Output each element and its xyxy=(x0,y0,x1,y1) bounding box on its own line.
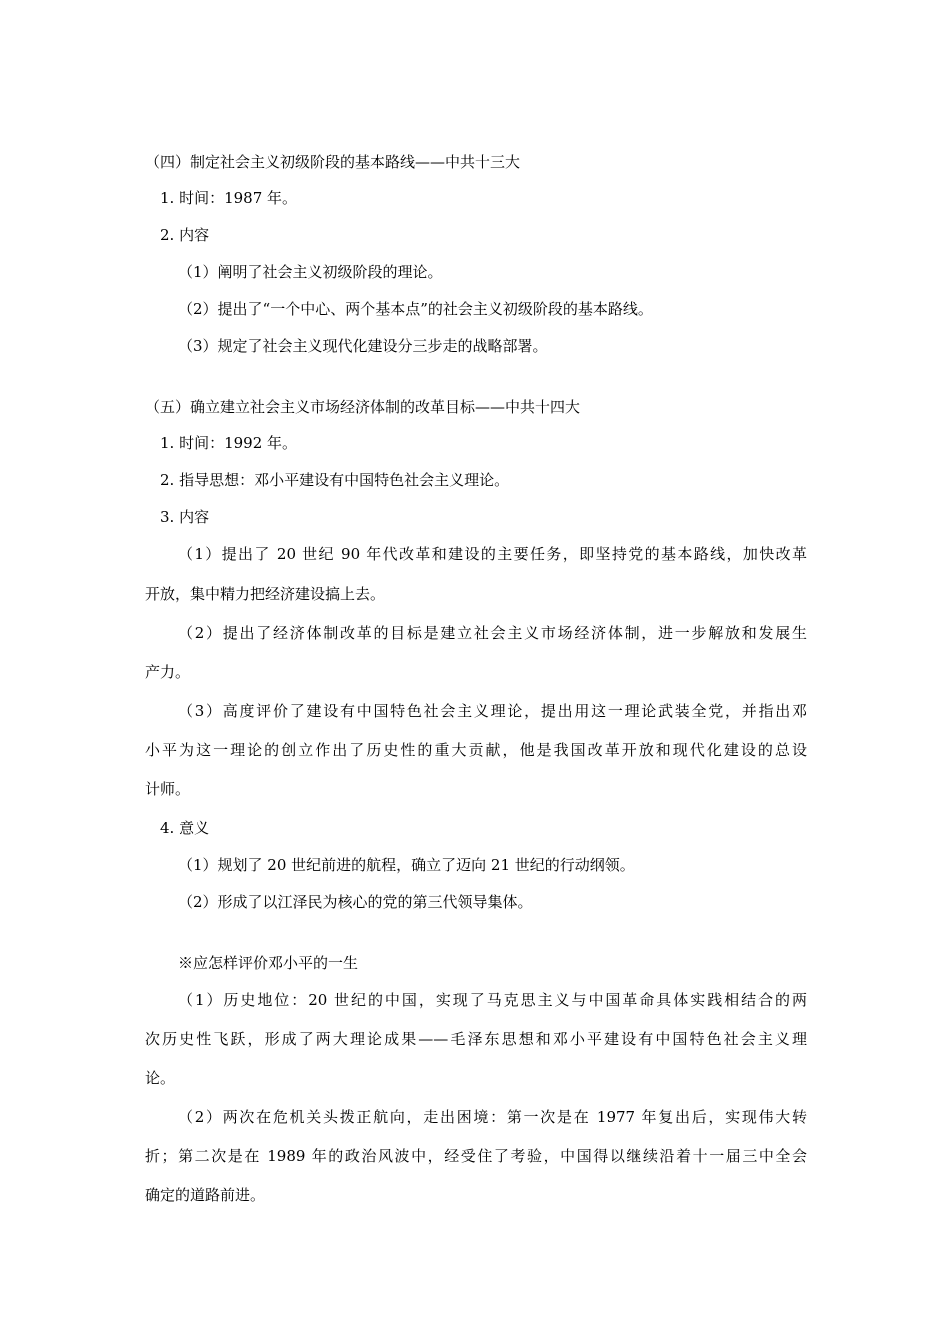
paragraph-line: 次历史性飞跃，形成了两大理论成果——毛泽东思想和邓小平建设有中国特色社会主义理 xyxy=(145,1030,807,1048)
paragraph-line: 小平为这一理论的创立作出了历史性的重大贡献，他是我国改革开放和现代化建设的总设 xyxy=(145,741,807,759)
paragraph-line: 论。 xyxy=(145,1069,176,1087)
paragraph-line: （3）高度评价了建设有中国特色社会主义理论，提出用这一理论武装全党，并指出邓 xyxy=(178,702,807,720)
sub-list-item: （1）阐明了社会主义初级阶段的理论。 xyxy=(178,263,443,281)
paragraph-line: 计师。 xyxy=(145,780,191,798)
note-heading: ※应怎样评价邓小平的一生 xyxy=(178,954,359,972)
paragraph-line: 折；第二次是在 1989 年的政治风波中，经受住了考验，中国得以继续沿着十一届三中全会 xyxy=(145,1147,807,1165)
list-item: 2. 内容 xyxy=(160,226,210,244)
paragraph-line: （2）两次在危机关头拨正航向，走出困境：第一次是在 1977 年复出后，实现伟大转 xyxy=(178,1108,807,1126)
paragraph-line: （2）提出了经济体制改革的目标是建立社会主义市场经济体制，进一步解放和发展生 xyxy=(178,624,807,642)
sub-list-item: （2）提出了“一个中心、两个基本点”的社会主义初级阶段的基本路线。 xyxy=(178,300,653,318)
sub-list-item: （2）形成了以江泽民为核心的党的第三代领导集体。 xyxy=(178,893,533,911)
paragraph-line: （1）历史地位：20 世纪的中国，实现了马克思主义与中国革命具体实践相结合的两 xyxy=(178,991,807,1009)
sub-list-item: （3）规定了社会主义现代化建设分三步走的战略部署。 xyxy=(178,337,548,355)
paragraph-line: 产力。 xyxy=(145,663,191,681)
list-item: 2. 指导思想：邓小平建设有中国特色社会主义理论。 xyxy=(160,471,510,489)
paragraph-line: 开放，集中精力把经济建设搞上去。 xyxy=(145,585,386,603)
sub-list-item: （1）规划了 20 世纪前进的航程，确立了迈向 21 世纪的行动纲领。 xyxy=(178,856,635,874)
paragraph-line: （1）提出了 20 世纪 90 年代改革和建设的主要任务，即坚持党的基本路线，加快改革 xyxy=(178,545,807,563)
paragraph-line: 确定的道路前进。 xyxy=(145,1186,266,1204)
list-item: 1. 时间：1987 年。 xyxy=(160,189,298,207)
section-heading: （五）确立建立社会主义市场经济体制的改革目标——中共十四大 xyxy=(145,398,581,416)
list-item: 1. 时间：1992 年。 xyxy=(160,434,298,452)
list-item: 4. 意义 xyxy=(160,819,210,837)
section-heading: （四）制定社会主义初级阶段的基本路线——中共十三大 xyxy=(145,153,521,171)
list-item: 3. 内容 xyxy=(160,508,210,526)
